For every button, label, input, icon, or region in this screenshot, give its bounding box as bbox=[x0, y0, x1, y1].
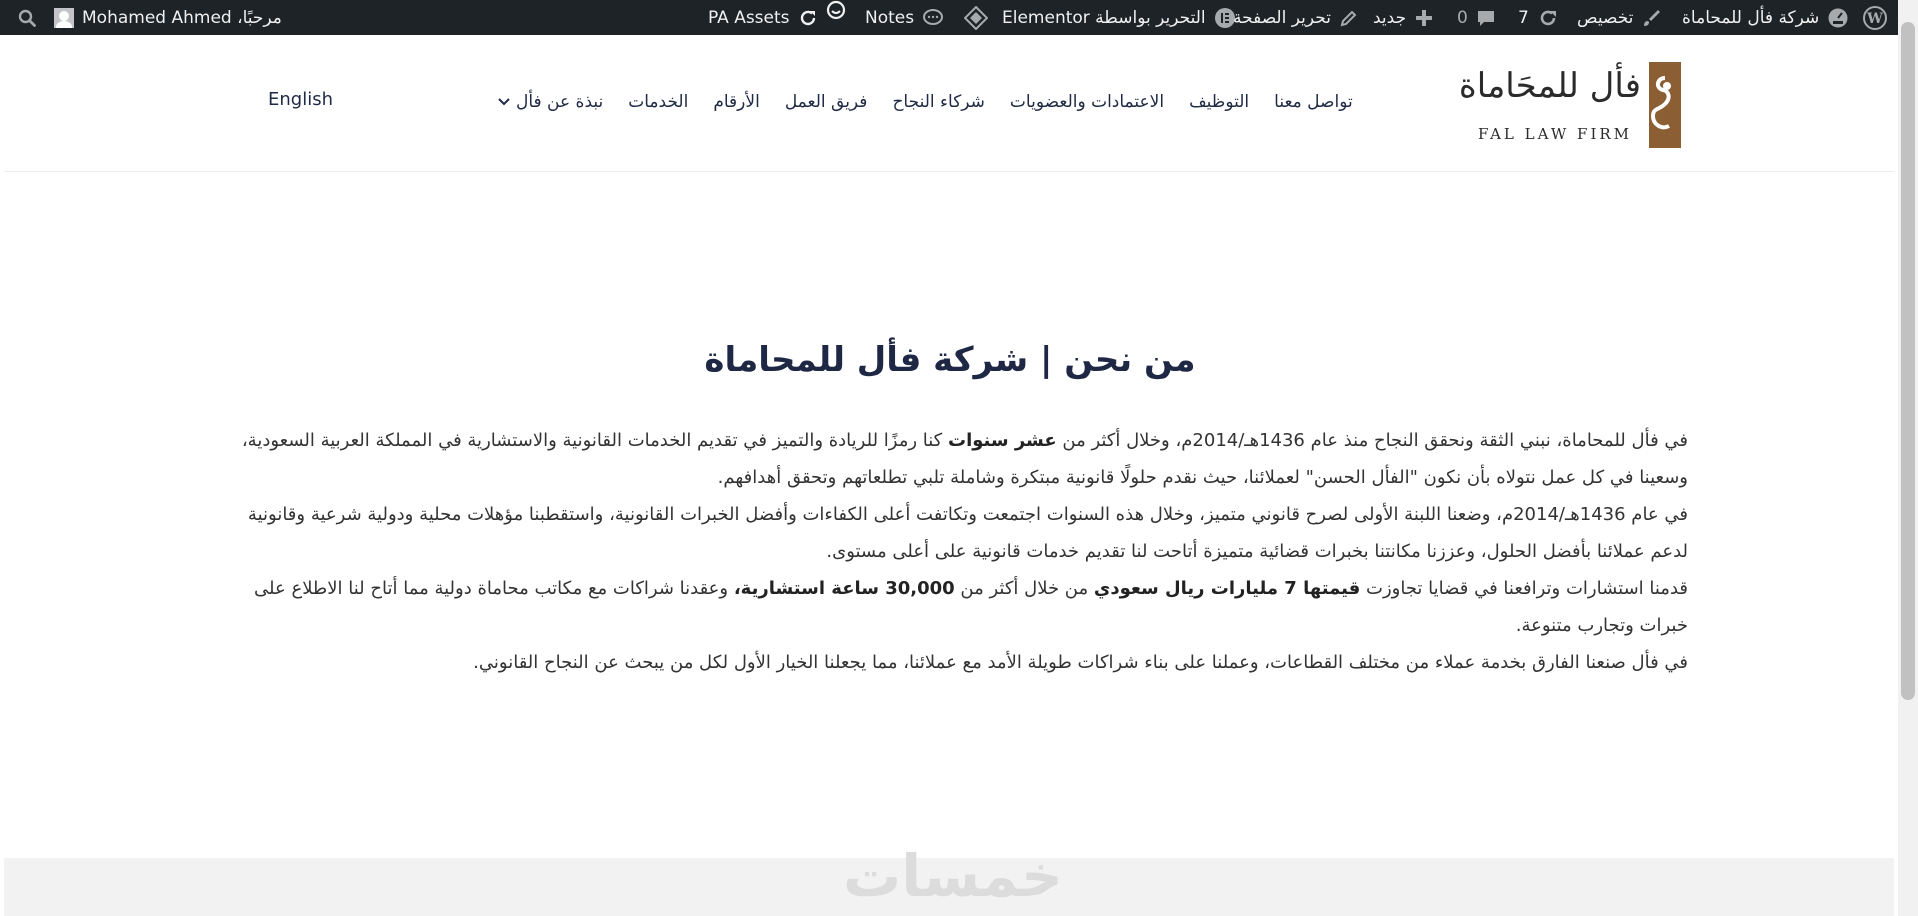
nav-item-numbers[interactable] bbox=[713, 92, 759, 112]
nav-item-label: تواصل معنا bbox=[1274, 92, 1353, 112]
nav-item-services[interactable] bbox=[628, 92, 688, 112]
bold-text: 30,000 ساعة استشارية، bbox=[733, 578, 955, 599]
admin-updates[interactable] bbox=[1518, 0, 1559, 35]
nav-item-label: فريق العمل bbox=[784, 92, 868, 112]
site-name-label: شركة فأل للمحاماة bbox=[1682, 7, 1820, 28]
paragraph-4: في فأل صنعنا الفارق بخدمة عملاء من مختلف القطاعات، وعملنا على بناء شراكات طويلة الأمد مع عملائنا، مما يجعلنا الخيار الأول لكل من يبحث عن النجاح القانوني. bbox=[473, 652, 1688, 673]
nav-item-label: شركاء النجاح bbox=[892, 92, 985, 112]
plus-icon bbox=[1414, 8, 1434, 28]
nav-item-partners[interactable] bbox=[892, 92, 984, 112]
nav-item-accreditations[interactable] bbox=[1010, 92, 1164, 112]
paragraph-3 bbox=[220, 570, 1688, 644]
elementor-diamond-icon bbox=[964, 6, 988, 30]
smiley-icon bbox=[826, 0, 846, 20]
admin-my-account[interactable] bbox=[54, 0, 282, 35]
text-span: وعقدنا شراكات مع مكاتب محاماة دولية مما أتاح لنا الاطلاع على خبرات وتجارب متنوعة. bbox=[254, 578, 1688, 636]
main-nav bbox=[498, 87, 1353, 117]
nav-item-label: الخدمات bbox=[628, 92, 689, 112]
new-label: جديد bbox=[1373, 7, 1407, 28]
logo-english-text: FAL LAW FIRM bbox=[1478, 125, 1633, 143]
pencil-icon bbox=[1339, 8, 1359, 28]
chevron-down-icon bbox=[498, 95, 510, 110]
admin-elementor-edit[interactable] bbox=[964, 0, 1236, 35]
admin-debug-toggle[interactable] bbox=[826, 0, 846, 27]
site-header bbox=[4, 35, 1894, 172]
updates-count: 7 bbox=[1518, 7, 1529, 28]
refresh-icon bbox=[798, 8, 818, 28]
language-switcher[interactable]: English bbox=[268, 89, 333, 110]
edit-page-label: تحرير الصفحة bbox=[1233, 7, 1331, 28]
bold-text: عشر سنوات bbox=[947, 430, 1057, 451]
nav-item-team[interactable] bbox=[785, 92, 868, 112]
nav-item-label: التوظيف bbox=[1189, 92, 1250, 112]
admin-search[interactable] bbox=[18, 0, 36, 35]
nav-item-careers[interactable] bbox=[1189, 92, 1249, 112]
page-title: من نحن | شركة فأل للمحاماة bbox=[704, 340, 1196, 380]
text-span: في فأل للمحاماة، نبني الثقة ونحقق النجاح منذ عام 1436هـ/2014م، وخلال أكثر من bbox=[1056, 430, 1688, 451]
user-greeting: مرحبًا، Mohamed Ahmed bbox=[82, 7, 282, 28]
nav-item-label: نبذة عن فأل bbox=[516, 92, 604, 112]
logo-arabic-text: فأل للمحَاماة bbox=[1458, 66, 1641, 106]
paragraph-2: في عام 1436هـ/2014م، وضعنا اللبنة الأولى لصرح قانوني متميز، وخلال هذه السنوات اجتمعت وتكاتفت أعلى الكفاءات وأفضل الخبرات القانونية، واستقطبنا مؤهلات محلية ودولية شرعية وقانونية لدعم عملائنا بأفضل الحلول، وعززنا مكانتنا بخبرات قضائية متميزة أتاحت لنا تقديم خدمات قانونية على أعلى مستوى. bbox=[247, 504, 1688, 562]
nav-item-about[interactable] bbox=[498, 92, 603, 112]
site-logo[interactable] bbox=[1458, 58, 1685, 150]
comment-bubble-icon bbox=[922, 8, 944, 28]
pa-assets-label: PA Assets bbox=[708, 7, 790, 28]
elementor-edit-label: التحرير بواسطة Elementor bbox=[1002, 7, 1206, 28]
admin-wp-logo[interactable] bbox=[1863, 0, 1887, 35]
nav-item-label: الاعتمادات والعضويات bbox=[1009, 92, 1165, 112]
update-icon bbox=[1537, 7, 1559, 29]
comment-icon bbox=[1476, 8, 1496, 28]
scrollbar-thumb[interactable] bbox=[1901, 22, 1915, 700]
paragraph-1 bbox=[220, 422, 1688, 496]
admin-notes[interactable] bbox=[865, 0, 944, 35]
wordpress-logo-icon bbox=[1863, 6, 1887, 30]
paintbrush-icon bbox=[1641, 8, 1661, 28]
about-text bbox=[220, 422, 1688, 681]
notes-label: Notes bbox=[865, 7, 915, 28]
svg-text:W: W bbox=[1867, 10, 1883, 27]
admin-edit-page[interactable] bbox=[1233, 0, 1359, 35]
text-span: قدمنا استشارات وترافعنا في قضايا تجاوزت bbox=[1360, 578, 1688, 599]
admin-comments[interactable] bbox=[1457, 0, 1496, 35]
bold-text: قيمتها 7 مليارات ريال سعودي bbox=[1093, 578, 1361, 599]
nav-item-label: الأرقام bbox=[713, 92, 760, 112]
admin-pa-assets[interactable] bbox=[708, 0, 818, 35]
search-icon bbox=[18, 9, 36, 27]
nav-item-contact[interactable] bbox=[1274, 92, 1353, 112]
dashboard-gauge-icon bbox=[1827, 7, 1849, 29]
customize-label: تخصيص bbox=[1577, 7, 1634, 28]
admin-site-name[interactable] bbox=[1682, 0, 1849, 35]
text-span: كنا رمزًا للريادة والتميز في تقديم الخدمات القانونية والاستشارية في المملكة العربية السعودية، وسعينا في كل عمل نتولاه بأن نكون "الفأل الحسن" لعملائنا، حيث نقدم حلولًا قانونية مبتكرة وشاملة تلبي تطلعاتهم وتحقق أهدافهم. bbox=[241, 430, 1688, 488]
admin-bar bbox=[0, 0, 1918, 35]
admin-customize[interactable] bbox=[1577, 0, 1661, 35]
watermark: خمسات bbox=[843, 842, 1063, 910]
admin-new[interactable] bbox=[1373, 0, 1434, 35]
text-span: من خلال أكثر من bbox=[954, 578, 1094, 599]
comments-count: 0 bbox=[1457, 7, 1468, 28]
avatar bbox=[54, 8, 74, 28]
